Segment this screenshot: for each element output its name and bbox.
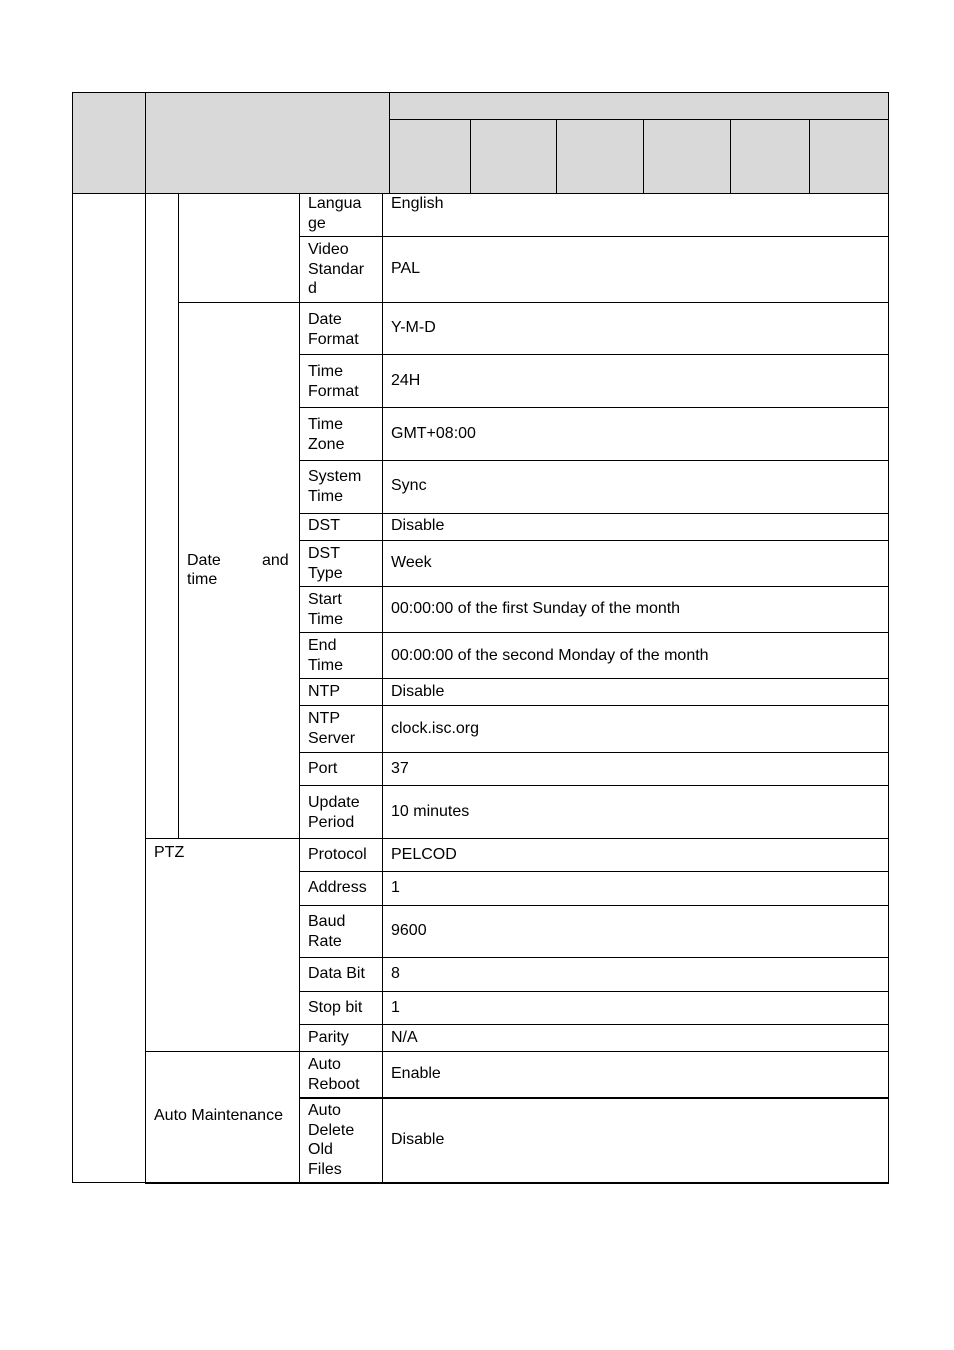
header-subcell-3 bbox=[557, 120, 643, 193]
ntp-label: NTP bbox=[308, 683, 340, 700]
language-value: English bbox=[391, 195, 444, 212]
system-time-value: Sync bbox=[391, 477, 427, 494]
dst-type-value: Week bbox=[391, 554, 432, 571]
stop-bit-value: 1 bbox=[391, 999, 400, 1016]
date-format-value: Y-M-D bbox=[391, 319, 436, 336]
header-cell-1 bbox=[73, 93, 145, 193]
baud-rate-value: 9600 bbox=[391, 922, 427, 939]
end-time-value: 00:00:00 of the second Monday of the month bbox=[391, 647, 709, 664]
date-and-time-section-word-2: and bbox=[262, 552, 289, 569]
header-cell-3 bbox=[390, 93, 888, 119]
start-time-value: 00:00:00 of the first Sunday of the month bbox=[391, 600, 681, 617]
protocol-label: Protocol bbox=[308, 846, 367, 863]
time-format-label: Time Format bbox=[308, 363, 359, 400]
header-cell-2 bbox=[146, 93, 389, 193]
auto-delete-old-files-value: Disable bbox=[391, 1131, 445, 1148]
ntp-server-label: NTP Server bbox=[308, 710, 356, 747]
time-zone-value: GMT+08:00 bbox=[391, 425, 476, 442]
auto-delete-old-files-label: Auto Delete Old Files bbox=[308, 1102, 355, 1178]
data-bit-label: Data Bit bbox=[308, 965, 365, 982]
data-bit-value: 8 bbox=[391, 965, 400, 982]
date-and-time-section-word-1: Date bbox=[187, 552, 221, 569]
end-time-label: End Time bbox=[308, 637, 343, 674]
dst-value: Disable bbox=[391, 517, 445, 534]
date-and-time-section-word-3: time bbox=[187, 571, 218, 588]
update-period-label: Update Period bbox=[308, 794, 360, 831]
video-standard-value: PAL bbox=[391, 260, 421, 277]
address-value: 1 bbox=[391, 879, 400, 896]
ntp-value: Disable bbox=[391, 683, 445, 700]
header-subcell-6 bbox=[810, 120, 888, 193]
system-time-label: System Time bbox=[308, 468, 362, 505]
time-format-value: 24H bbox=[391, 372, 421, 389]
auto-reboot-value: Enable bbox=[391, 1065, 441, 1082]
header-subcell-5 bbox=[731, 120, 809, 193]
header-subcell-2 bbox=[471, 120, 556, 193]
address-label: Address bbox=[308, 879, 367, 896]
auto-reboot-label: Auto Reboot bbox=[308, 1056, 360, 1093]
auto-maintenance-section-label: Auto Maintenance bbox=[154, 1107, 283, 1124]
video-standard-label: Video Standar d bbox=[308, 241, 365, 297]
dst-type-label: DST Type bbox=[308, 545, 343, 582]
dst-label: DST bbox=[308, 517, 340, 534]
protocol-value: PELCOD bbox=[391, 846, 457, 863]
date-format-label: Date Format bbox=[308, 311, 359, 348]
port-label: Port bbox=[308, 760, 338, 777]
header-subcell-4 bbox=[644, 120, 730, 193]
parity-label: Parity bbox=[308, 1029, 349, 1046]
start-time-label: Start Time bbox=[308, 591, 343, 628]
ntp-server-value: clock.isc.org bbox=[391, 720, 480, 737]
ptz-section-label: PTZ bbox=[154, 844, 185, 861]
baud-rate-label: Baud Rate bbox=[308, 913, 346, 950]
port-value: 37 bbox=[391, 760, 409, 777]
header-subcell-1 bbox=[390, 120, 470, 193]
update-period-value: 10 minutes bbox=[391, 803, 470, 820]
language-label: Langua ge bbox=[308, 195, 362, 232]
parity-value: N/A bbox=[391, 1029, 418, 1046]
time-zone-label: Time Zone bbox=[308, 416, 345, 453]
stop-bit-label: Stop bit bbox=[308, 999, 363, 1016]
